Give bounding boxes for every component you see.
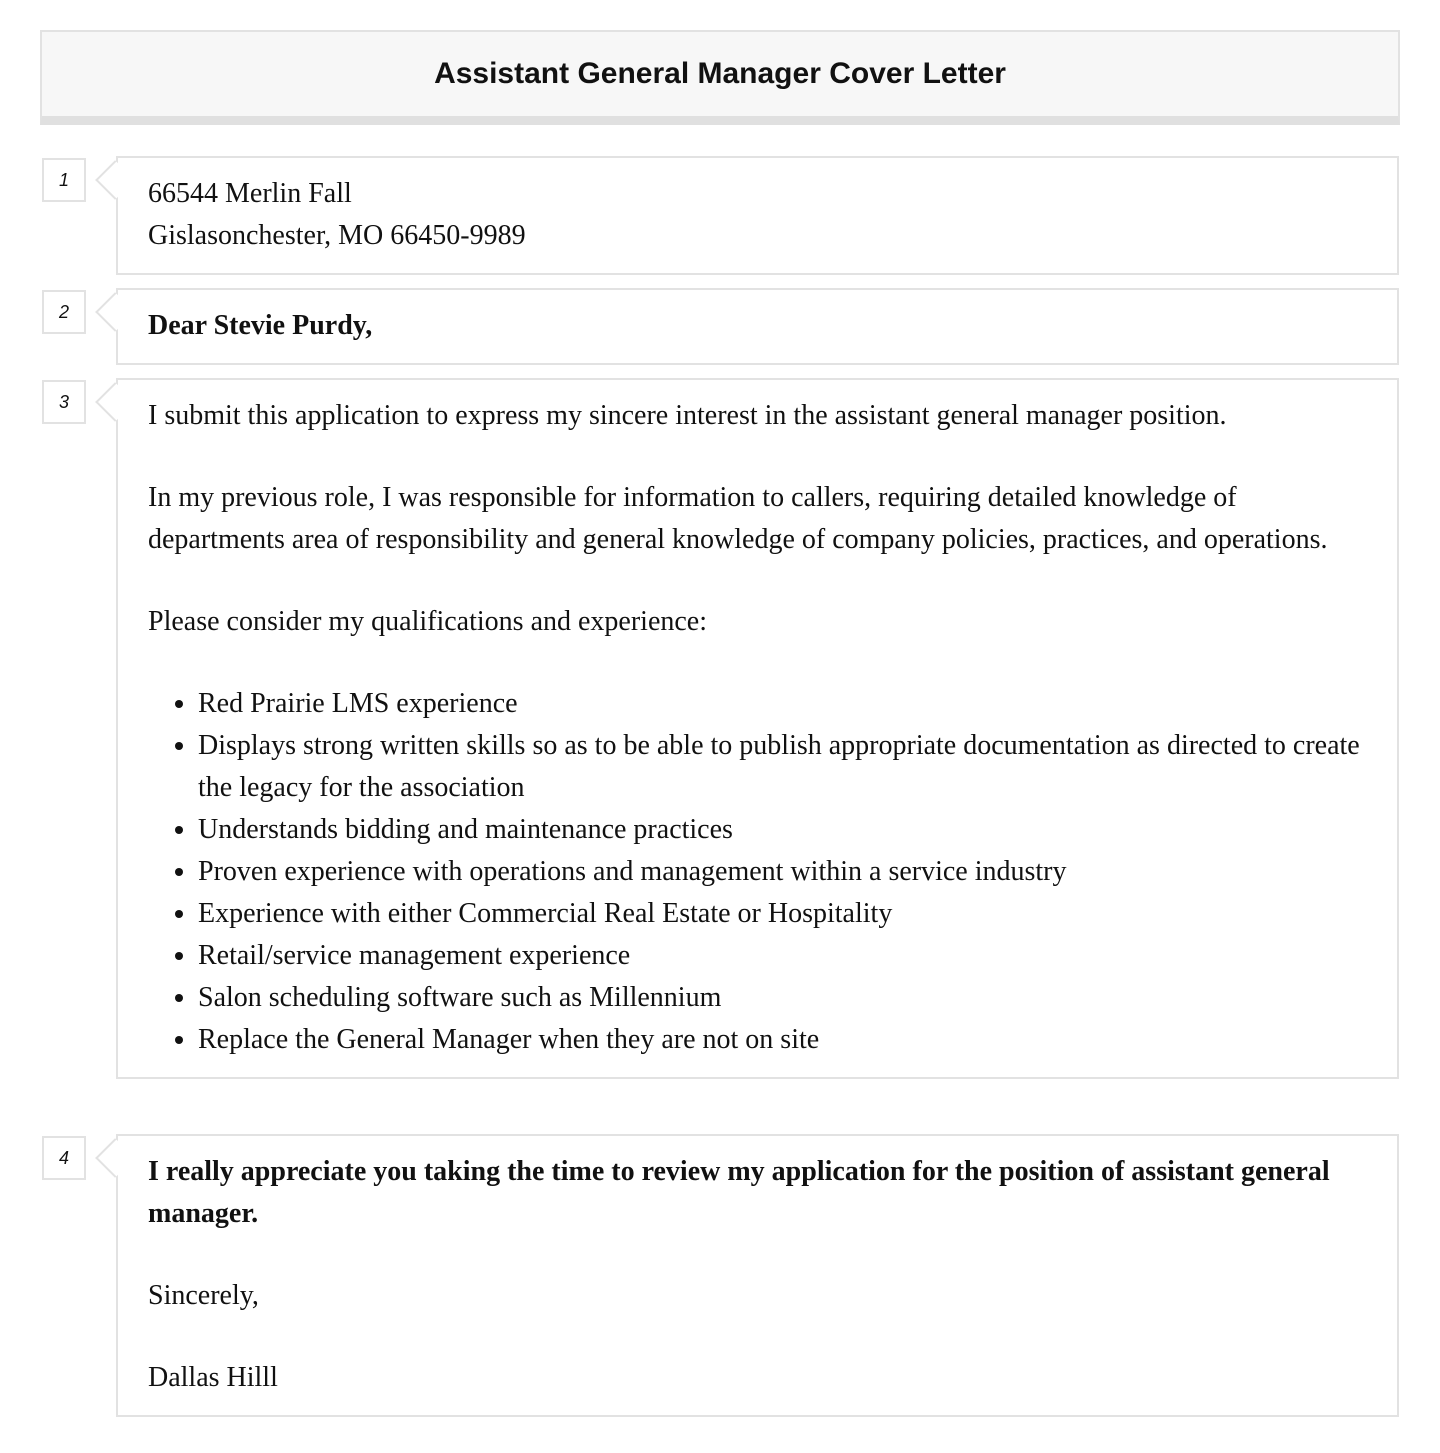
signature: Dallas Hilll <box>148 1362 278 1393</box>
list-item: • Proven experience with operations and management within a service industry <box>198 851 1367 893</box>
list-item: • Salon scheduling software such as Millennium <box>198 977 1367 1019</box>
salutation: Dear Stevie Purdy, <box>148 310 373 341</box>
section-box <box>116 1134 1399 1417</box>
intro-paragraph: I submit this application to express my sincere interest in the assistant general manager position. <box>148 400 1227 431</box>
section-number: 4 <box>42 1136 86 1180</box>
list-item: • Retail/service management experience <box>198 935 1367 977</box>
list-item: • Understands bidding and maintenance practices <box>198 809 1367 851</box>
closing-paragraph: I really appreciate you taking the time to review my application for the position of assistant general manager. <box>148 1156 1330 1229</box>
section-number: 3 <box>42 380 86 424</box>
section-box <box>116 156 1399 275</box>
address-line-2: Gislasonchester, MO 66450-9989 <box>148 220 526 251</box>
list-item: • Displays strong written skills so as to be able to publish appropriate documentation as directed to create the legacy for the association <box>198 725 1367 809</box>
qualifications-intro: Please consider my qualifications and experience: <box>148 606 708 637</box>
page-header <box>40 30 1400 125</box>
signoff: Sincerely, <box>148 1280 259 1311</box>
body-paragraph: In my previous role, I was responsible for information to callers, requiring detailed knowledge of departments area of responsibility and general knowledge of company policies, practices, and operations. <box>148 482 1328 555</box>
section-box <box>116 378 1399 1079</box>
qualifications-list <box>148 683 1367 1061</box>
address-line-1: 66544 Merlin Fall <box>148 178 352 209</box>
page-title: Assistant General Manager Cover Letter <box>434 57 1006 90</box>
section-number: 1 <box>42 158 86 202</box>
section-box <box>116 288 1399 365</box>
list-item: • Replace the General Manager when they are not on site <box>198 1019 1367 1061</box>
section-number: 2 <box>42 290 86 334</box>
list-item: • Red Prairie LMS experience <box>198 683 1367 725</box>
list-item: • Experience with either Commercial Real Estate or Hospitality <box>198 893 1367 935</box>
